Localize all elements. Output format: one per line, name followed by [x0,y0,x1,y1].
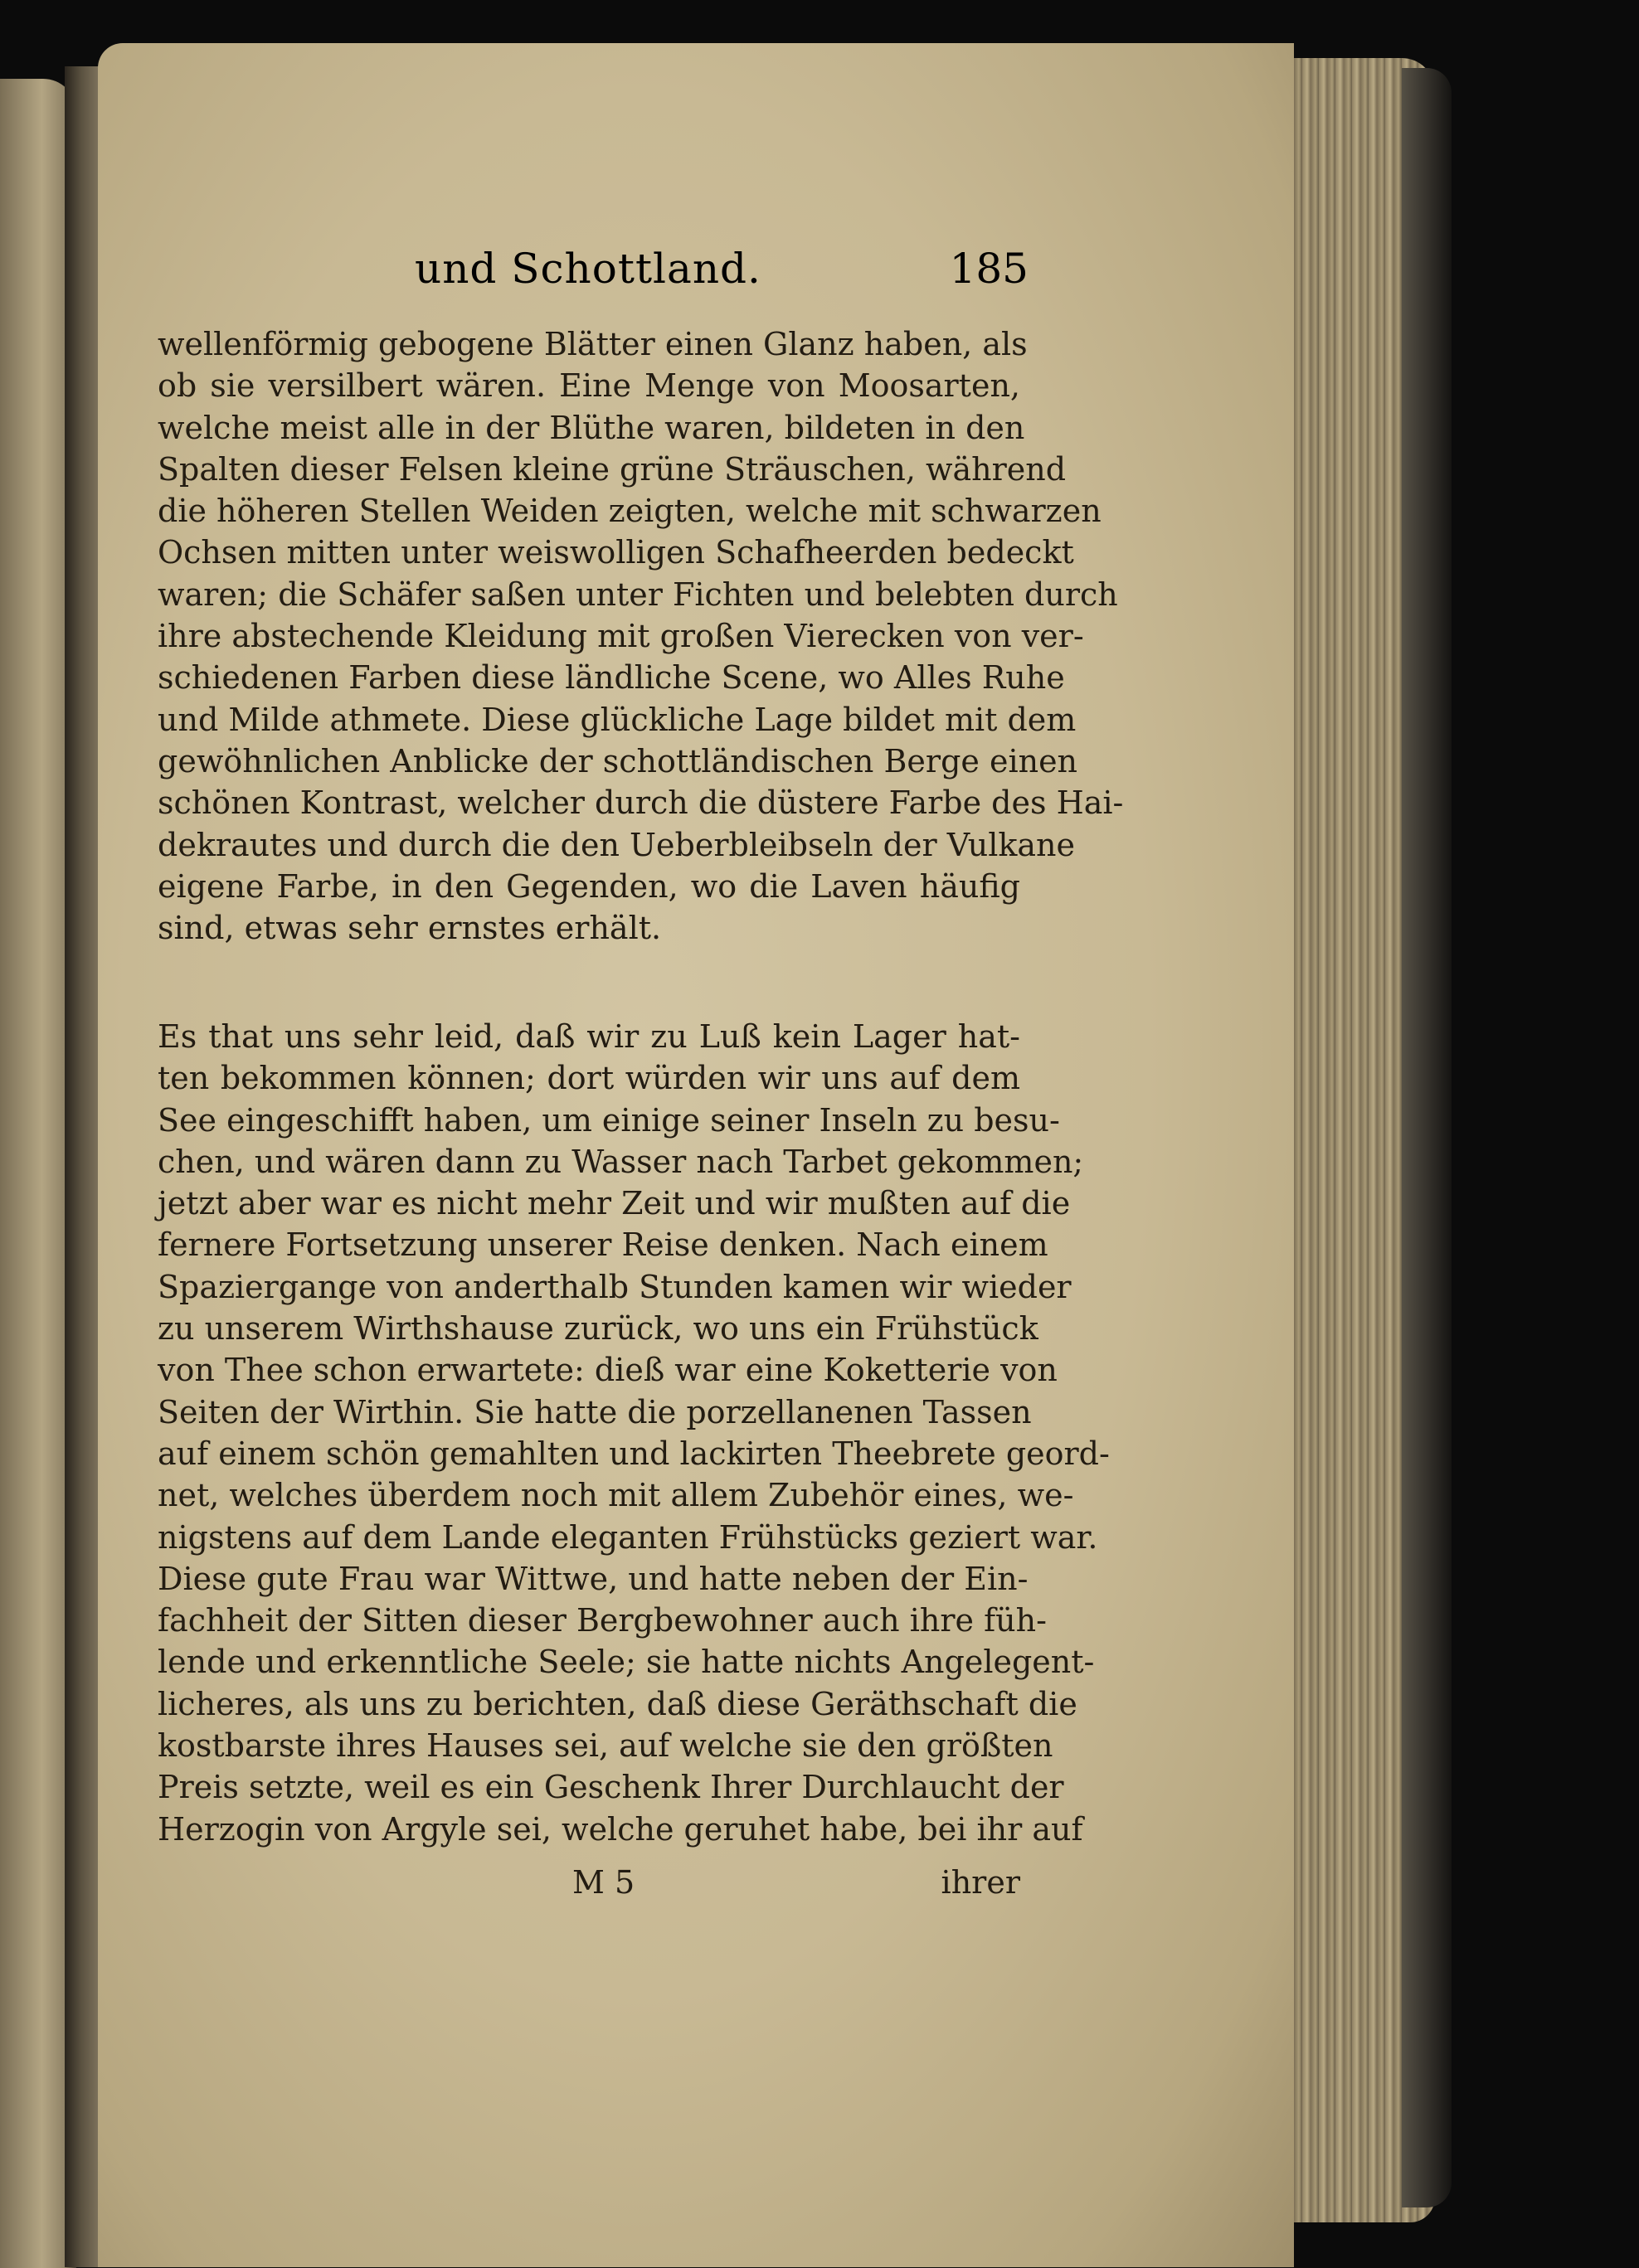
text-line: wellenförmig gebogene Blätter einen Glanz haben, als [158,326,1028,362]
text-line: zu unserem Wirthshause zurück, wo uns ein Frühstück [158,1310,1038,1348]
page-number: 185 [949,245,1029,293]
text-line: chen, und wären dann zu Wasser nach Tarbet gekommen; [158,1143,1084,1180]
text-line: kostbarste ihres Hauses sei, auf welche sie den größten [158,1727,1053,1765]
paragraph-1 [158,323,1124,949]
text-line: von Thee schon erwartete: dieß war eine Koketterie von [158,1352,1058,1389]
text-line: jetzt aber war es nicht mehr Zeit und wir mußten auf die [158,1185,1071,1222]
text-line: eigene Farbe, in den Gegenden, wo die Laven häufig [158,867,1020,905]
text-line: Herzogin von Argyle sei, welche geruhet habe, bei ihr auf [158,1810,1083,1848]
text-line: Spaziergange von anderthalb Stunden kamen wir wieder [158,1268,1072,1305]
text-line: fernere Fortsetzung unserer Reise denken. Nach einem [158,1226,1048,1264]
text-line: dekrautes und durch die den Ueberbleibseln der Vulkane [158,826,1076,863]
text-line: lende und erkenntliche Seele; sie hatte nichts Angelegent- [158,1644,1095,1681]
text-line: welche meist alle in der Blüthe waren, bildeten in den [158,409,1025,446]
text-line: ihre abstechende Kleidung mit großen Vierecken von ver- [158,618,1084,655]
text-line: gewöhnlichen Anblicke der schottländischen Berge einen [158,742,1078,779]
text-line: fachheit der Sitten dieser Bergbewohner auch ihre füh- [158,1602,1047,1639]
text-line: ten bekommen können; dort würden wir uns auf dem [158,1060,1020,1097]
book-cover-edge [1402,68,1452,2207]
paragraph-2 [158,1016,1110,1850]
text-line: net, welches überdem noch mit allem Zubehör eines, we- [158,1477,1074,1514]
text-line: Preis setzte, weil es ein Geschenk Ihrer Durchlaucht der [158,1769,1064,1806]
text-line: Diese gute Frau war Wittwe, und hatte neben der Ein- [158,1560,1029,1597]
text-line: auf einem schön gemahlten und lackirten Theebrete geord- [158,1435,1110,1472]
catchword: ihrer [941,1864,1020,1901]
text-line: waren; die Schäfer saßen unter Fichten und belebten durch [158,575,1118,613]
text-line: und Milde athmete. Diese glückliche Lage bildet mit dem [158,701,1077,738]
running-head: und Schottland. [415,245,761,293]
text-line: Seiten der Wirthin. Sie hatte die porzellanenen Tassen [158,1393,1032,1430]
text-line: Ochsen mitten unter weiswolligen Schafheerden bedeckt [158,534,1074,571]
text-line: ob sie versilbert wären. Eine Menge von Moosarten, [158,367,1020,405]
text-line: Spalten dieser Felsen kleine grüne Sträuschen, während [158,450,1067,488]
text-line: See eingeschifft haben, um einige seiner Inseln zu besu- [158,1101,1060,1139]
text-line: schiedenen Farben diese ländliche Scene, wo Alles Ruhe [158,659,1065,697]
text-line: sind, etwas sehr ernstes erhält. [158,910,662,947]
text-line: licheres, als uns zu berichten, daß diese Geräthschaft die [158,1685,1077,1722]
text-line: schönen Kontrast, welcher durch die düstere Farbe des Hai- [158,784,1124,822]
text-line: nigstens auf dem Lande eleganten Frühstücks geziert war. [158,1518,1098,1556]
page-header [415,245,1029,303]
signature-mark: M 5 [572,1864,635,1901]
page-footer [158,1864,1020,1911]
text-line: die höheren Stellen Weiden zeigten, welche mit schwarzen [158,493,1102,530]
text-line: Es that uns sehr leid, daß wir zu Luß kein Lager hat- [158,1018,1020,1055]
